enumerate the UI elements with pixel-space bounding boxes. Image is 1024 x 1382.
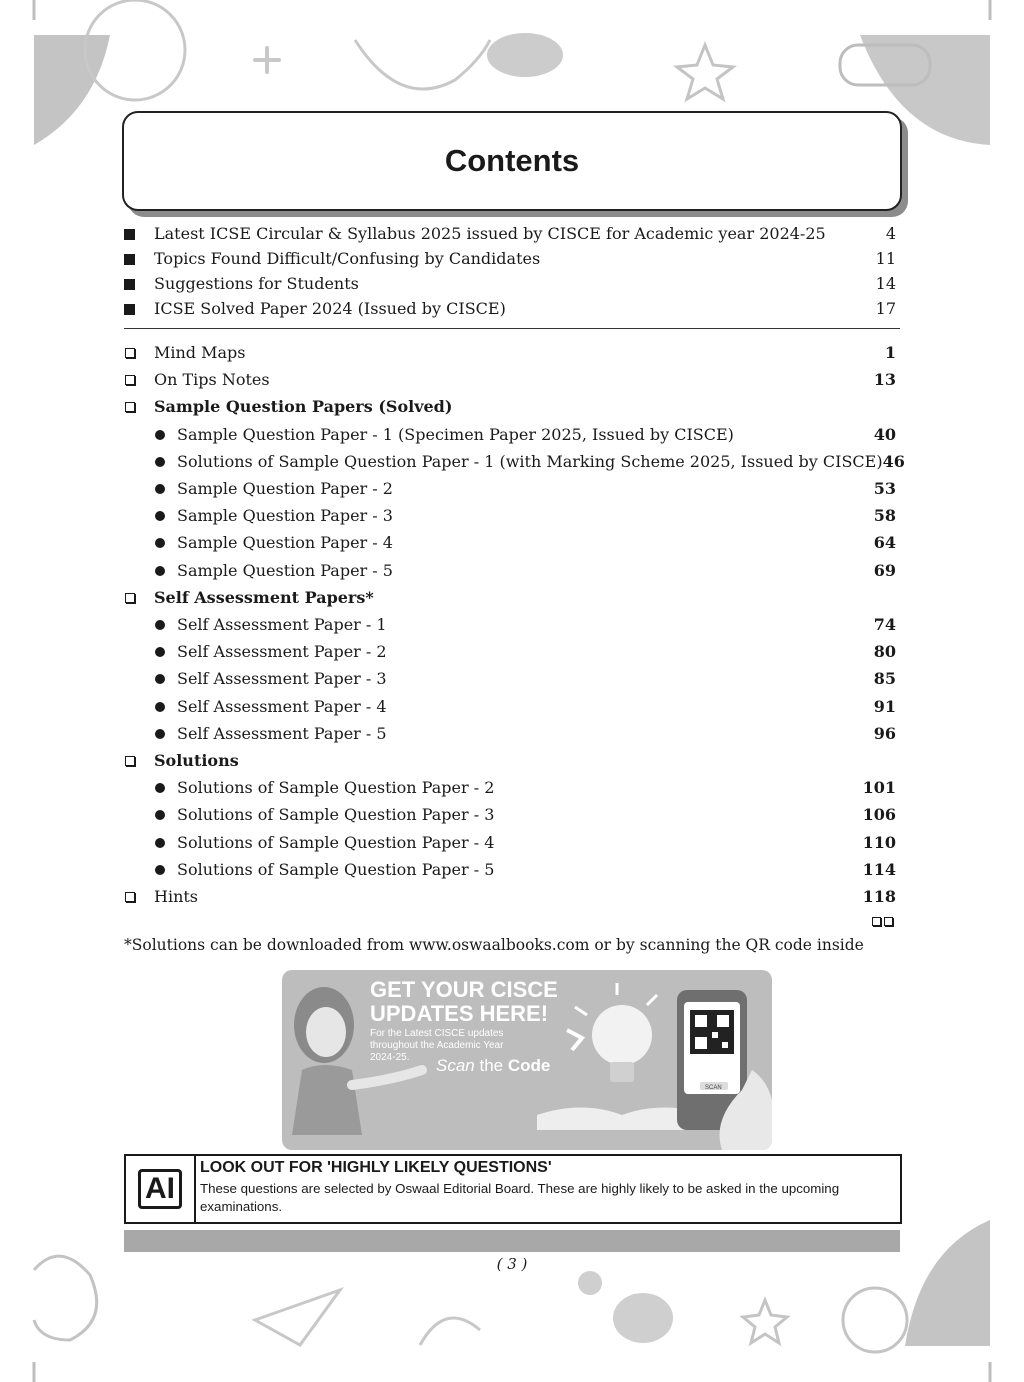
cisce-updates-banner[interactable] [282,970,772,1150]
toc-entry-page: 114 [862,859,896,879]
toc-entry-label: Sample Question Paper - 2 [177,479,393,498]
end-mark-icon [872,917,893,926]
toc-subentry-row[interactable] [124,532,896,554]
toc-subentry-row[interactable] [124,424,896,446]
square-bullet-icon [124,229,135,240]
circle-bullet-icon [155,810,165,820]
toc-entry-label: Sample Question Paper - 3 [177,506,393,526]
scan-word: Scan [436,1056,475,1075]
highly-likely-questions-note [124,1154,902,1224]
circle-bullet-icon [155,865,165,875]
toc-entry-page: 14 [875,274,896,293]
toc-entry-label: ICSE Solved Paper 2024 (Issued by CISCE) [154,299,506,318]
toc-entry-label: Solutions of Sample Question Paper - 3 [177,805,495,825]
circle-bullet-icon [155,484,165,494]
toc-entry-label: On Tips Notes [154,370,270,390]
page-number: ( 3 ) [496,1255,528,1273]
toc-subentry-row[interactable] [124,614,896,636]
ai-note-text: These questions are selected by Oswaal Editorial Board. These are highly likely to be asked in the upcoming examinations. [200,1181,840,1214]
toc-entry-label: Self Assessment Paper - 1 [177,615,387,634]
circle-bullet-icon [155,538,165,548]
toc-entry-label: Sample Question Paper - 4 [177,533,393,553]
hollow-square-bullet-icon [125,375,135,385]
hollow-square-bullet-icon [125,402,135,412]
banner-heading [370,978,558,1026]
square-bullet-icon [124,254,135,265]
contents-title-box [122,111,902,211]
toc-section-row[interactable] [124,587,896,609]
toc-entry-page: 64 [873,533,896,553]
toc-entry-page: 101 [862,778,896,798]
toc-subentry-row[interactable] [124,777,896,799]
phone-scan-button: SCAN [705,1085,722,1091]
circle-bullet-icon [155,838,165,848]
toc-entry-page: 4 [885,224,896,243]
toc-entry-label: Solutions of Sample Question Paper - 4 [177,832,495,852]
toc-section-row[interactable] [124,750,896,772]
hollow-square-bullet-icon [125,756,135,766]
the-word: the [479,1056,504,1075]
hollow-square-bullet-icon [125,348,135,358]
footnote: *Solutions can be downloaded from www.oswaalbooks.com or by scanning the QR code inside [124,936,864,954]
toc-subentry-row[interactable] [124,560,896,582]
toc-entry-page: 85 [873,669,896,689]
toc-entry-label: Hints [154,887,199,906]
ai-icon-label: AI [138,1169,182,1209]
toc-entry-page: 91 [873,696,896,716]
toc-subentry-row[interactable] [124,668,896,690]
toc-entry-label: Solutions of Sample Question Paper - 1 (with Marking Scheme 2025, Issued by CISCE) [177,451,883,471]
toc-entry-page: 58 [873,506,896,526]
toc-entry-page: 118 [862,887,896,906]
toc-entry-page: 96 [873,723,896,743]
code-word: Code [507,1056,551,1075]
toc-subentry-row[interactable] [124,641,896,663]
toc-entry-label: Self Assessment Paper - 5 [177,723,387,743]
toc-entry-label: Self Assessment Paper - 3 [177,669,387,689]
toc-entry-label: Solutions of Sample Question Paper - 5 [177,859,495,879]
banner-subtext: For the Latest CISCE updates throughout the Academic Year 2024-25. [370,1028,504,1063]
toc-row[interactable] [124,248,896,270]
toc-entry-page: 69 [873,560,896,580]
ai-note-heading: LOOK OUT FOR 'HIGHLY LIKELY QUESTIONS' [200,1159,552,1176]
toc-subentry-row[interactable] [124,723,896,745]
toc-section-row[interactable] [124,886,896,908]
circle-bullet-icon [155,783,165,793]
toc-entry-label: Self Assessment Paper - 2 [177,642,387,662]
toc-entry-label: Mind Maps [154,343,246,362]
circle-bullet-icon [155,511,165,521]
hollow-square-bullet-icon [125,593,135,603]
circle-bullet-icon [155,457,165,467]
toc-entry-label: Solutions [154,751,239,770]
circle-bullet-icon [155,620,165,630]
banner-heading-line1: GET YOUR CISCE [370,977,558,1002]
toc-subentry-row[interactable] [124,804,896,826]
toc-entry-page: 17 [875,299,896,318]
circle-bullet-icon [155,430,165,440]
toc-entry-page: 53 [873,479,896,498]
toc-row[interactable] [124,273,896,295]
square-bullet-icon [124,279,135,290]
toc-section-row[interactable] [124,369,896,391]
toc-subentry-row[interactable] [124,859,896,881]
toc-subentry-row[interactable] [124,505,896,527]
toc-entry-page: 40 [873,424,896,444]
circle-bullet-icon [155,729,165,739]
ai-icon [126,1156,196,1222]
toc-section-row[interactable] [124,342,896,364]
hollow-square-bullet-icon [125,892,135,902]
toc-entry-label: Self Assessment Paper - 4 [177,696,387,716]
toc-row[interactable] [124,223,896,245]
toc-entry-label: Sample Question Papers (Solved) [154,397,453,417]
toc-subentry-row[interactable] [124,832,896,854]
toc-entry-page: 11 [875,249,896,268]
toc-entry-label: Solutions of Sample Question Paper - 2 [177,778,495,798]
toc-entry-page: 110 [862,832,896,852]
toc-entry-label: Suggestions for Students [154,274,359,293]
toc-section-row[interactable] [124,396,896,418]
toc-entry-page: 106 [862,805,896,825]
toc-entry-label: Sample Question Paper - 1 (Specimen Paper 2025, Issued by CISCE) [177,424,734,444]
banner-heading-line2: UPDATES HERE! [370,1001,549,1026]
toc-subentry-row[interactable] [124,478,896,500]
toc-entry-label: Sample Question Paper - 5 [177,560,393,580]
banner-scan-text [436,1056,550,1076]
circle-bullet-icon [155,647,165,657]
toc-entry-page: 1 [884,343,896,362]
footer-bar [124,1230,900,1252]
circle-bullet-icon [155,674,165,684]
toc-entry-page: 80 [873,642,896,662]
toc-entry-label: Self Assessment Papers* [154,587,374,607]
toc-entry-label: Latest ICSE Circular & Syllabus 2025 issued by CISCE for Academic year 2024-25 [154,224,826,243]
circle-bullet-icon [155,566,165,576]
circle-bullet-icon [155,702,165,712]
square-bullet-icon [124,304,135,315]
toc-subentry-row[interactable] [124,451,905,473]
toc-entry-page: 13 [873,370,896,390]
toc-subentry-row[interactable] [124,696,896,718]
page-title: Contents [444,143,580,178]
section-divider [124,328,900,329]
toc-entry-label: Topics Found Difficult/Confusing by Candidates [154,249,541,268]
toc-entry-page: 46 [882,451,905,471]
toc-entry-page: 74 [873,615,896,634]
toc-row[interactable] [124,298,896,320]
